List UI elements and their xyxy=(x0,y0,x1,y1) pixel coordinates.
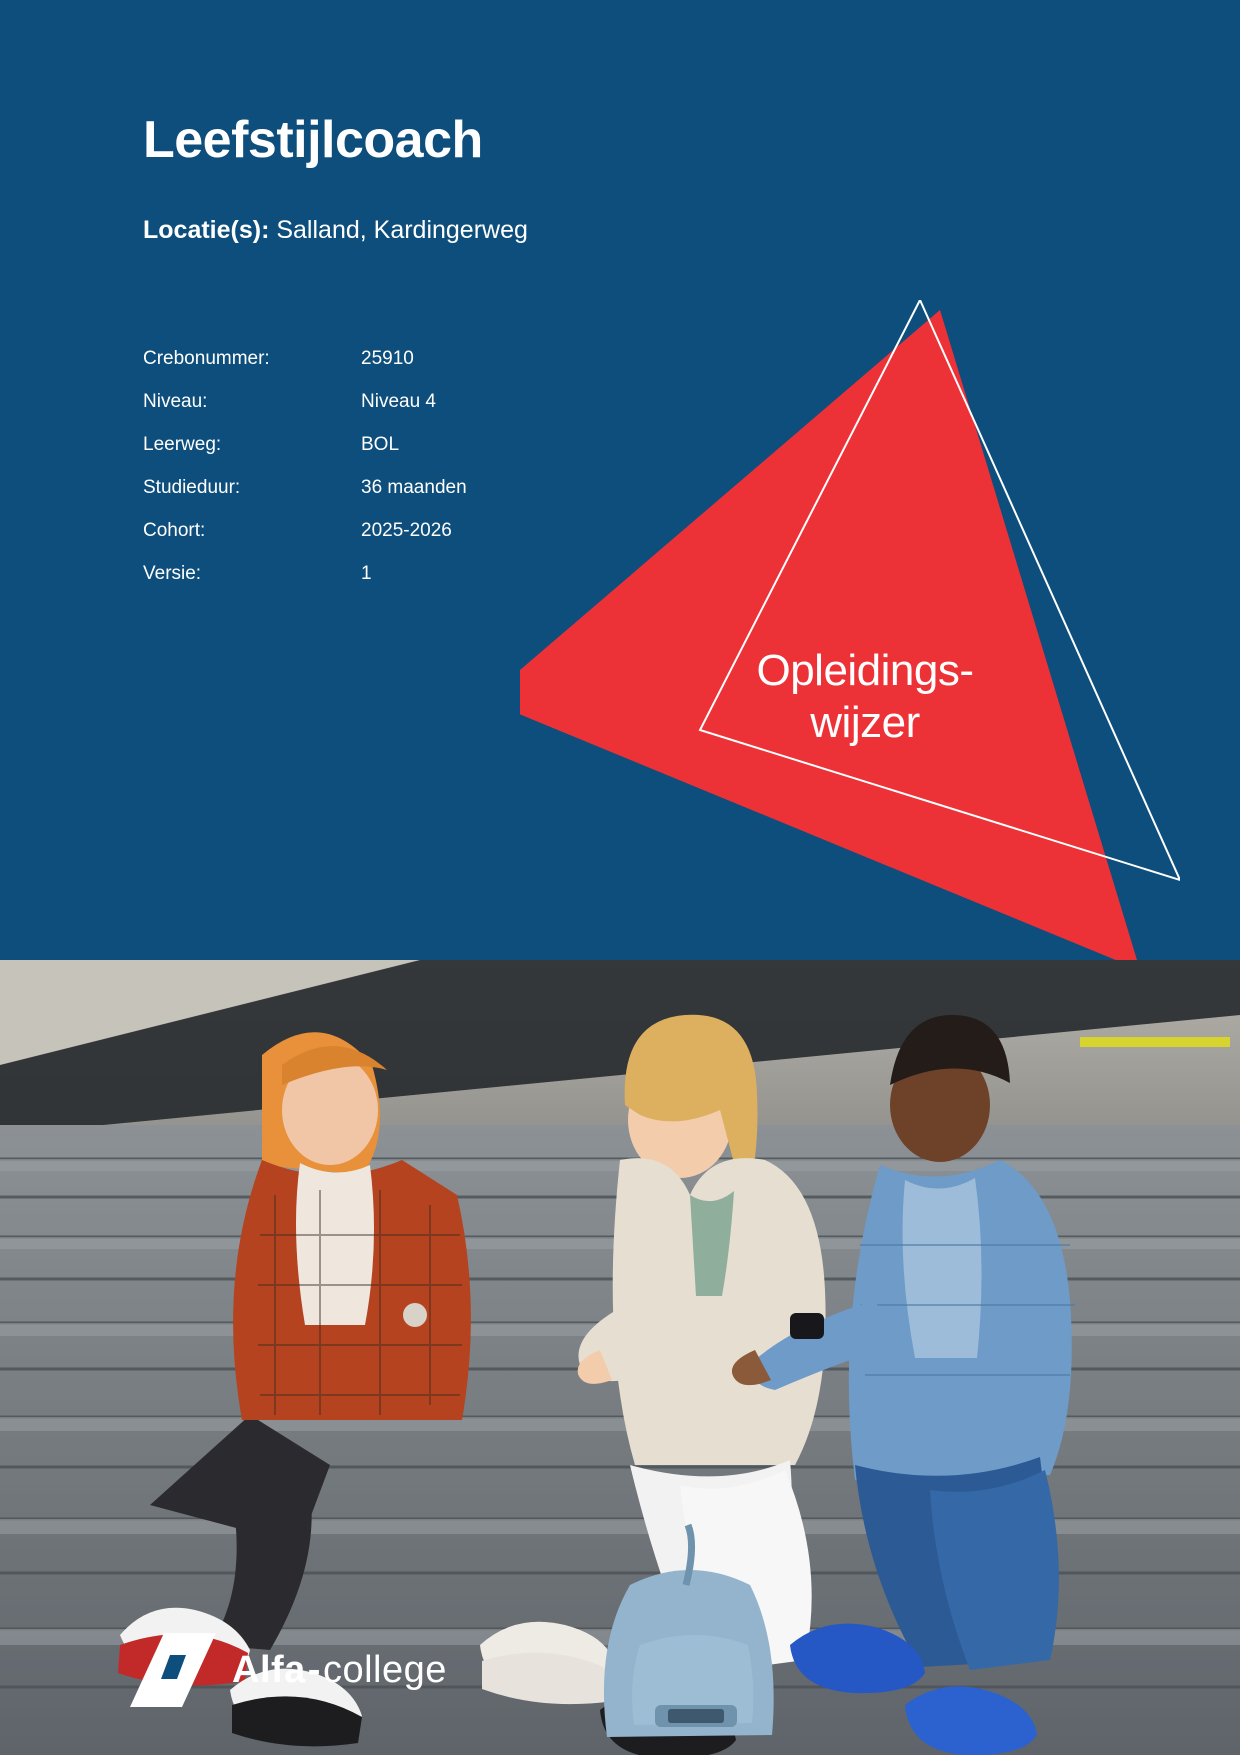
metadata-key: Crebonummer: xyxy=(143,348,270,369)
metadata-key: Leerweg: xyxy=(143,434,222,455)
metadata-value: 2025-2026 xyxy=(361,520,452,541)
metadata-key: Niveau: xyxy=(143,391,208,412)
location-value: Salland, Kardingerweg xyxy=(269,216,528,244)
red-triangle-shape xyxy=(520,310,1140,960)
metadata-key: Studieduur: xyxy=(143,477,241,498)
page-title: Leefstijlcoach xyxy=(143,111,483,169)
badge-line-2: wijzer xyxy=(810,697,920,747)
badge-text xyxy=(700,645,1030,749)
metadata-row xyxy=(143,434,467,456)
metadata-key: Versie: xyxy=(143,563,202,584)
brand-logo-text xyxy=(232,1649,447,1692)
brand-name-light: college xyxy=(322,1648,447,1691)
metadata-row xyxy=(143,348,467,370)
location-line xyxy=(143,215,528,245)
brand-name-bold: Alfa xyxy=(232,1648,306,1691)
metadata-value: 1 xyxy=(361,563,372,584)
metadata-list xyxy=(143,348,467,606)
location-label: Locatie(s): xyxy=(143,216,270,244)
metadata-value: 25910 xyxy=(361,348,414,369)
alfa-college-mark-icon xyxy=(130,1633,216,1707)
badge-line-1: Opleidings- xyxy=(756,646,974,695)
brand-name-separator: - xyxy=(307,1648,321,1691)
metadata-row xyxy=(143,520,467,542)
metadata-key: Cohort: xyxy=(143,520,206,541)
metadata-value: BOL xyxy=(361,434,400,455)
metadata-row xyxy=(143,391,467,413)
brand-logo xyxy=(130,1633,447,1707)
metadata-value: 36 maanden xyxy=(361,477,467,498)
metadata-value: Niveau 4 xyxy=(361,391,436,412)
metadata-row xyxy=(143,563,467,585)
triangle-decoration xyxy=(520,300,1180,960)
metadata-row xyxy=(143,477,467,499)
